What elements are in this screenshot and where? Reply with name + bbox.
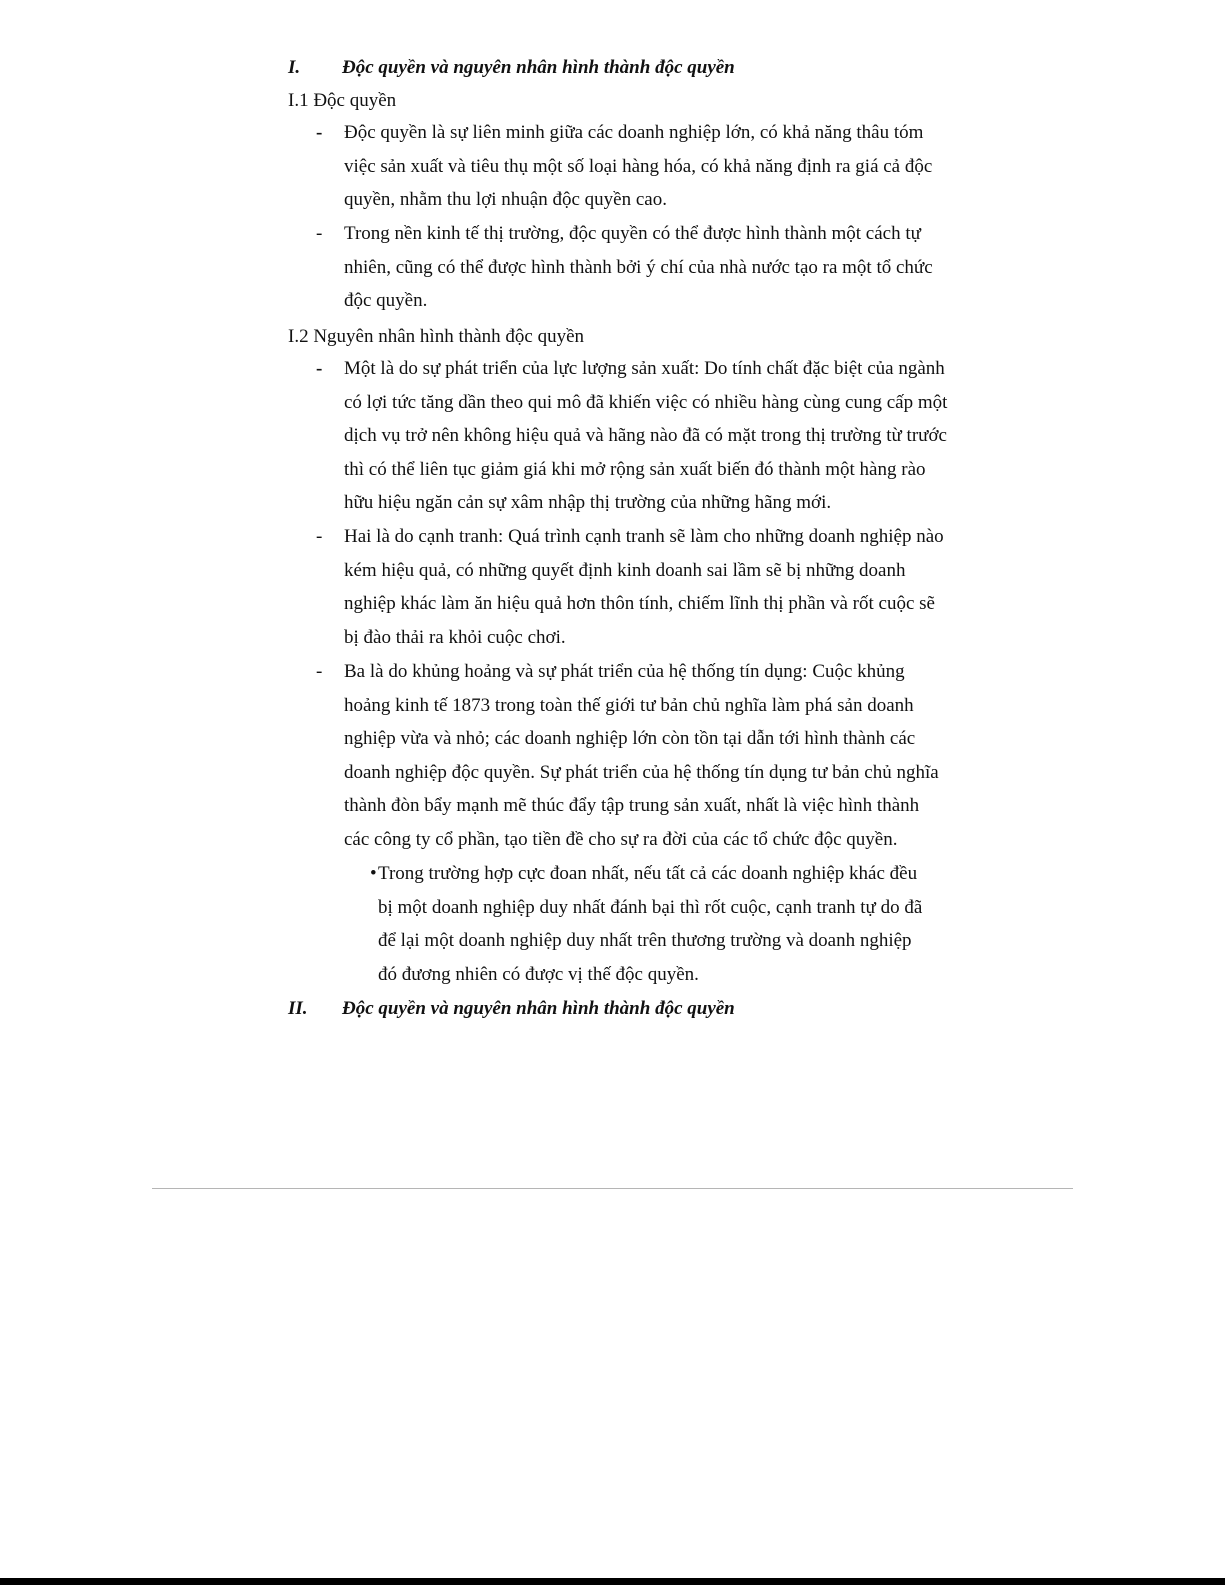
dash-marker: -	[316, 122, 323, 143]
section-title: Độc quyền và nguyên nhân hình thành độc quyền	[342, 998, 735, 1019]
list-item	[316, 217, 976, 318]
paragraph-text: Hai là do cạnh tranh: Quá trình cạnh tranh sẽ làm cho những doanh nghiệp nào kém hiệu quả, có những quyết định kinh doanh sai lầm sẽ bị những doanh nghiệp khác làm ăn hiệu quả hơn thôn tính, chiếm lĩnh thị phần và rốt cuộc sẽ bị đào thải ra khỏi cuộc chơi.	[344, 526, 944, 648]
paragraph-text: Trong trường hợp cực đoan nhất, nếu tất cả các doanh nghiệp khác đều bị một doanh nghiệp duy nhất đánh bại thì rốt cuộc, cạnh tranh tự do đã để lại một doanh nghiệp duy nhất trên thương trường và doanh nghiệp đó đương nhiên có được vị thế độc quyền.	[378, 863, 923, 985]
dash-marker: -	[316, 661, 323, 682]
paragraph-text: Ba là do khủng hoảng và sự phát triển của hệ thống tín dụng: Cuộc khủng hoảng kinh tế 1873 trong toàn thế giới tư bản chủ nghĩa làm phá sản doanh nghiệp vừa và nhỏ; các doanh nghiệp lớn còn tồn tại dẫn tới hình thành các doanh nghiệp độc quyền. Sự phát triển của hệ thống tín dụng tư bản chủ nghĩa thành đòn bẩy mạnh mẽ thúc đẩy tập trung sản xuất, nhất là việc hình thành các công ty cổ phần, tạo tiền đề cho sự ra đời của các tổ chức độc quyền.	[344, 661, 939, 850]
paragraph-text: Một là do sự phát triển của lực lượng sản xuất: Do tính chất đặc biệt của ngành có lợi tức tăng dần theo qui mô đã khiến việc có nhiều hàng cùng cung cấp một dịch vụ trở nên không hiệu quả và hãng nào đã có mặt trong thị trường từ trước thì có thể liên tục giảm giá khi mở rộng sản xuất biến đó thành một hàng rào hữu hiệu ngăn cản sự xâm nhập thị trường của những hãng mới.	[344, 358, 948, 514]
paragraph-text: Độc quyền là sự liên minh giữa các doanh nghiệp lớn, có khả năng thâu tóm việc sản xuất và tiêu thụ một số loại hàng hóa, có khả năng định ra giá cả độc quyền, nhằm thu lợi nhuận độc quyền cao.	[344, 122, 933, 211]
section-heading-2	[288, 995, 735, 1023]
section-number: I.	[288, 57, 301, 78]
list-item	[316, 520, 976, 654]
list-item	[316, 116, 976, 217]
sub-bullet-item	[370, 857, 990, 991]
dash-marker: -	[316, 223, 323, 244]
section-number: II.	[288, 998, 308, 1019]
subsection-heading-1-2: I.2 Nguyên nhân hình thành độc quyền	[288, 326, 585, 347]
list-item	[316, 655, 976, 857]
paragraph-text: Trong nền kinh tế thị trường, độc quyền có thể được hình thành một cách tự nhiên, cũng có thể được hình thành bởi ý chí của nhà nước tạo ra một tổ chức độc quyền.	[344, 223, 933, 312]
bottom-edge-bar	[0, 1578, 1225, 1585]
subsection-heading-1-1: I.1 Độc quyền	[288, 90, 397, 111]
list-item	[316, 352, 976, 520]
page-divider	[152, 1188, 1073, 1189]
section-heading-1	[288, 54, 735, 82]
dash-marker: -	[316, 526, 323, 547]
section-title: Độc quyền và nguyên nhân hình thành độc quyền	[342, 57, 735, 78]
dash-marker: -	[316, 358, 323, 379]
bullet-icon: •	[370, 863, 377, 884]
